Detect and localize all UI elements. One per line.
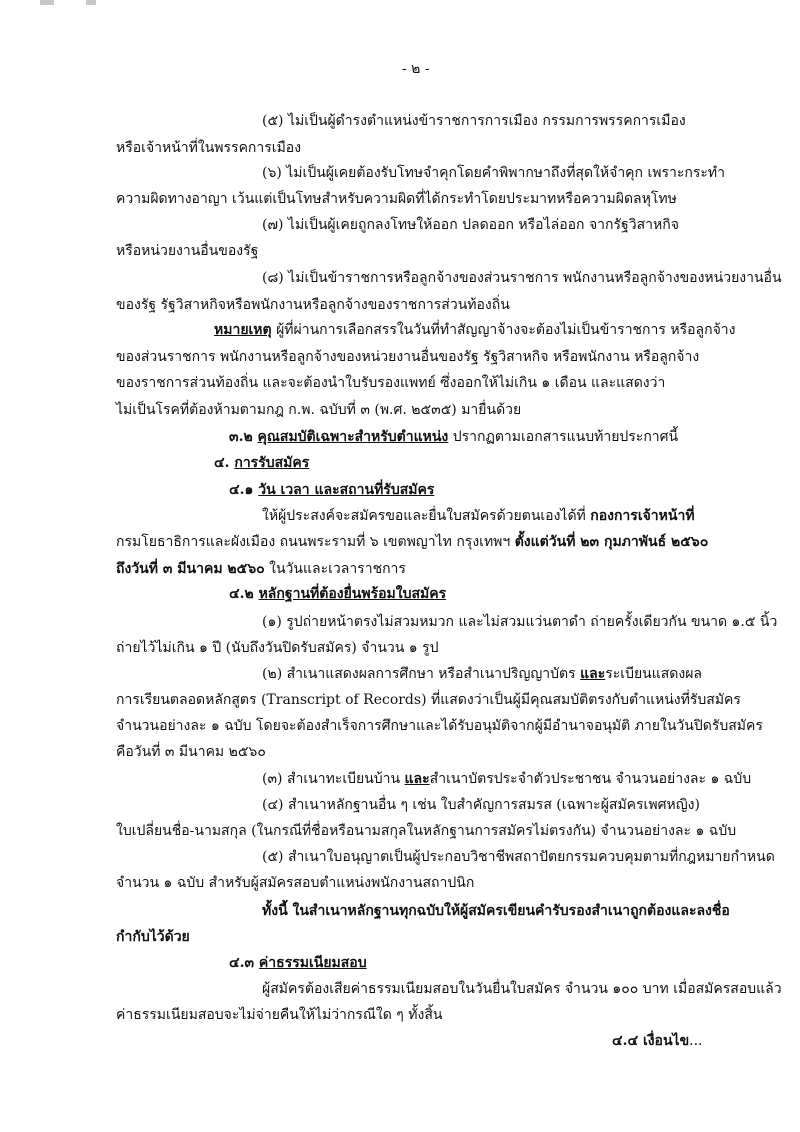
page-number: - ๒ - bbox=[402, 61, 430, 77]
section-4-1-title: วัน เวลา และสถานที่รับสมัคร bbox=[258, 482, 435, 498]
qualification-7-line1: (๗) ไม่เป็นผู้เคยถูกลงโทษให้ออก ปลดออก หรือไล่ออก จากรัฐวิสาหกิจ bbox=[262, 217, 679, 233]
document-5-line1: (๕) สำเนาใบอนุญาตเป็นผู้ประกอบวิชาชีพสถาปัตยกรรมควบคุมตามที่กฎหมายกำหนด bbox=[262, 849, 775, 865]
section-4-1-office: กองการเจ้าหน้าที่ bbox=[590, 508, 695, 524]
note-line1 bbox=[214, 321, 735, 339]
qualification-6-line1: (๖) ไม่เป็นผู้เคยต้องรับโทษจำคุกโดยคำพิพากษาถึงที่สุดให้จำคุก เพราะกระทำ bbox=[262, 165, 725, 181]
note-text: ผู้ที่ผ่านการเลือกสรรในวันที่ทำสัญญาจ้างจะต้องไม่เป็นข้าราชการ หรือลูกจ้าง bbox=[271, 322, 736, 338]
qualification-7-line2: หรือหน่วยงานอื่นของรัฐ bbox=[116, 243, 259, 259]
document-1-line2: ถ่ายไว้ไม่เกิน ๑ ปี (นับถึงวันปิดรับสมัคร) จำนวน ๑ รูป bbox=[116, 640, 439, 656]
document-2-line2: การเรียนตลอดหลักสูตร (Transcript of Records) ที่แสดงว่าเป็นผู้มีคุณสมบัติตรงกับตำแหน่งที่รับสมัคร bbox=[116, 692, 741, 708]
section-4-number: ๔. bbox=[214, 455, 235, 471]
section-3-2 bbox=[229, 428, 678, 446]
continuation-dots: ... bbox=[689, 1033, 703, 1049]
section-4-2-title: หลักฐานที่ต้องยื่นพร้อมใบสมัคร bbox=[258, 586, 447, 602]
document-2-line3: จำนวนอย่างละ ๑ ฉบับ โดยจะต้องสำเร็จการศึกษาและได้รับอนุมัติจากผู้มีอำนาจอนุมัติ ภายในวันปิดรับสมัคร bbox=[116, 718, 763, 734]
certify-line2: กำกับไว้ด้วย bbox=[116, 929, 190, 945]
section-4-2-heading bbox=[229, 585, 446, 603]
qualification-5-line2: หรือเจ้าหน้าที่ในพรรคการเมือง bbox=[116, 140, 302, 156]
certify-line1: ทั้งนี้ ในสำเนาหลักฐานทุกฉบับให้ผู้สมัครเขียนคำรับรองสำเนาถูกต้องและลงชื่อ bbox=[262, 903, 730, 919]
section-3-2-text: ปรากฏตามเอกสารแนบท้ายประกาศนี้ bbox=[448, 429, 679, 445]
section-4-1-line1-text: ให้ผู้ประสงค์จะสมัครขอและยื่นใบสมัครด้วยตนเองได้ที่ bbox=[262, 508, 591, 524]
note-label: หมายเหตุ bbox=[214, 322, 272, 338]
document-2-text-b: ระเบียนแสดงผล bbox=[605, 666, 703, 682]
document-2-line1 bbox=[262, 665, 702, 683]
section-4-3-number: ๔.๓ bbox=[229, 955, 259, 971]
document-2-and: และ bbox=[580, 666, 606, 682]
document-3-and: และ bbox=[404, 771, 430, 787]
note-line4: ไม่เป็นโรคที่ต้องห้ามตามกฎ ก.พ. ฉบับที่ ๓ (พ.ศ. ๒๕๓๕) มายื่นด้วย bbox=[116, 402, 522, 418]
section-4-3-line2: ค่าธรรมเนียมสอบจะไม่จ่ายคืนให้ไม่ว่ากรณีใด ๆ ทั้งสิ้น bbox=[116, 1007, 443, 1023]
document-4-line2: ใบเปลี่ยนชื่อ-นามสกุล (ในกรณีที่ชื่อหรือนามสกุลในหลักฐานการสมัครไม่ตรงกัน) จำนวนอย่างละ ๑ ฉบับ bbox=[116, 823, 737, 839]
continuation-marker bbox=[612, 1032, 703, 1050]
section-4-title: การรับสมัคร bbox=[234, 455, 310, 471]
note-line3: ของราชการส่วนท้องถิ่น และจะต้องนำใบรับรองแพทย์ ซึ่งออกให้ไม่เกิน ๑ เดือน และแสดงว่า bbox=[116, 375, 666, 391]
document-3-line bbox=[262, 770, 751, 788]
section-4-3-heading bbox=[229, 954, 367, 972]
document-5-line2: จำนวน ๑ ฉบับ สำหรับผู้สมัครสอบตำแหน่งพนักงานสถาปนิก bbox=[116, 875, 475, 891]
section-4-3-line1: ผู้สมัครต้องเสียค่าธรรมเนียมสอบในวันยื่นใบสมัคร จำนวน ๑๐๐ บาท เมื่อสมัครสอบแล้ว bbox=[262, 981, 782, 997]
qualification-5-line1: (๕) ไม่เป็นผู้ดำรงตำแหน่งข้าราชการการเมือง กรรมการพรรคการเมือง bbox=[262, 113, 686, 129]
section-4-heading bbox=[214, 454, 309, 472]
section-3-2-title: คุณสมบัติเฉพาะสำหรับตำแหน่ง bbox=[257, 429, 449, 445]
scan-artifact-right bbox=[86, 0, 96, 5]
section-4-1-end-date: ถึงวันที่ ๓ มีนาคม ๒๕๖๐ bbox=[116, 561, 265, 577]
document-1-line1: (๑) รูปถ่ายหน้าตรงไม่สวมหมวก และไม่สวมแว่นตาดำ ถ่ายครั้งเดียวกัน ขนาด ๑.๕ นิ้ว bbox=[262, 614, 778, 630]
qualification-6-line2: ความผิดทางอาญา เว้นแต่เป็นโทษสำหรับความผิดที่ได้กระทำโดยประมาทหรือความผิดลหุโทษ bbox=[116, 191, 677, 207]
section-4-1-start-date: ตั้งแต่วันที่ ๒๓ กุมภาพันธ์ ๒๕๖๐ bbox=[514, 534, 709, 550]
document-4-line1: (๔) สำเนาหลักฐานอื่น ๆ เช่น ใบสำคัญการสมรส (เฉพาะผู้สมัครเพศหญิง) bbox=[262, 797, 700, 813]
document-3-text-a: (๓) สำเนาทะเบียนบ้าน bbox=[262, 771, 405, 787]
section-4-1-heading bbox=[229, 481, 434, 499]
document-3-text-b: สำเนาบัตรประจำตัวประชาชน จำนวนอย่างละ ๑ ฉบับ bbox=[429, 771, 752, 787]
section-4-1-line1 bbox=[262, 507, 695, 525]
section-4-2-number: ๔.๒ bbox=[229, 586, 259, 602]
section-3-2-number: ๓.๒ bbox=[229, 429, 258, 445]
section-4-3-title: ค่าธรรมเนียมสอบ bbox=[258, 955, 367, 971]
section-4-1-line2 bbox=[116, 533, 708, 551]
document-2-line4: คือวันที่ ๓ มีนาคม ๒๕๖๐ bbox=[116, 744, 266, 760]
section-4-1-number: ๔.๑ bbox=[229, 482, 259, 498]
section-4-1-line3 bbox=[116, 560, 406, 578]
continuation-next-section: ๔.๔ เงื่อนไข bbox=[612, 1033, 690, 1049]
document-2-text-a: (๒) สำเนาแสดงผลการศึกษา หรือสำเนาปริญญาบัตร bbox=[262, 666, 581, 682]
qualification-8-line1: (๘) ไม่เป็นข้าราชการหรือลูกจ้างของส่วนราชการ พนักงานหรือลูกจ้างของหน่วยงานอื่น bbox=[262, 270, 782, 286]
scan-artifact-left bbox=[40, 0, 54, 5]
section-4-1-address: กรมโยธาธิการและผังเมือง ถนนพระรามที่ ๖ เขตพญาไท กรุงเทพฯ bbox=[116, 534, 515, 550]
qualification-8-line2: ของรัฐ รัฐวิสาหกิจหรือพนักงานหรือลูกจ้างของราชการส่วนท้องถิ่น bbox=[116, 297, 510, 313]
note-line2: ของส่วนราชการ พนักงานหรือลูกจ้างของหน่วยงานอื่นของรัฐ รัฐวิสาหกิจ หรือพนักงาน หรือลูกจ้าง bbox=[116, 349, 700, 365]
section-4-1-hours: ในวันและเวลาราชการ bbox=[264, 561, 406, 577]
